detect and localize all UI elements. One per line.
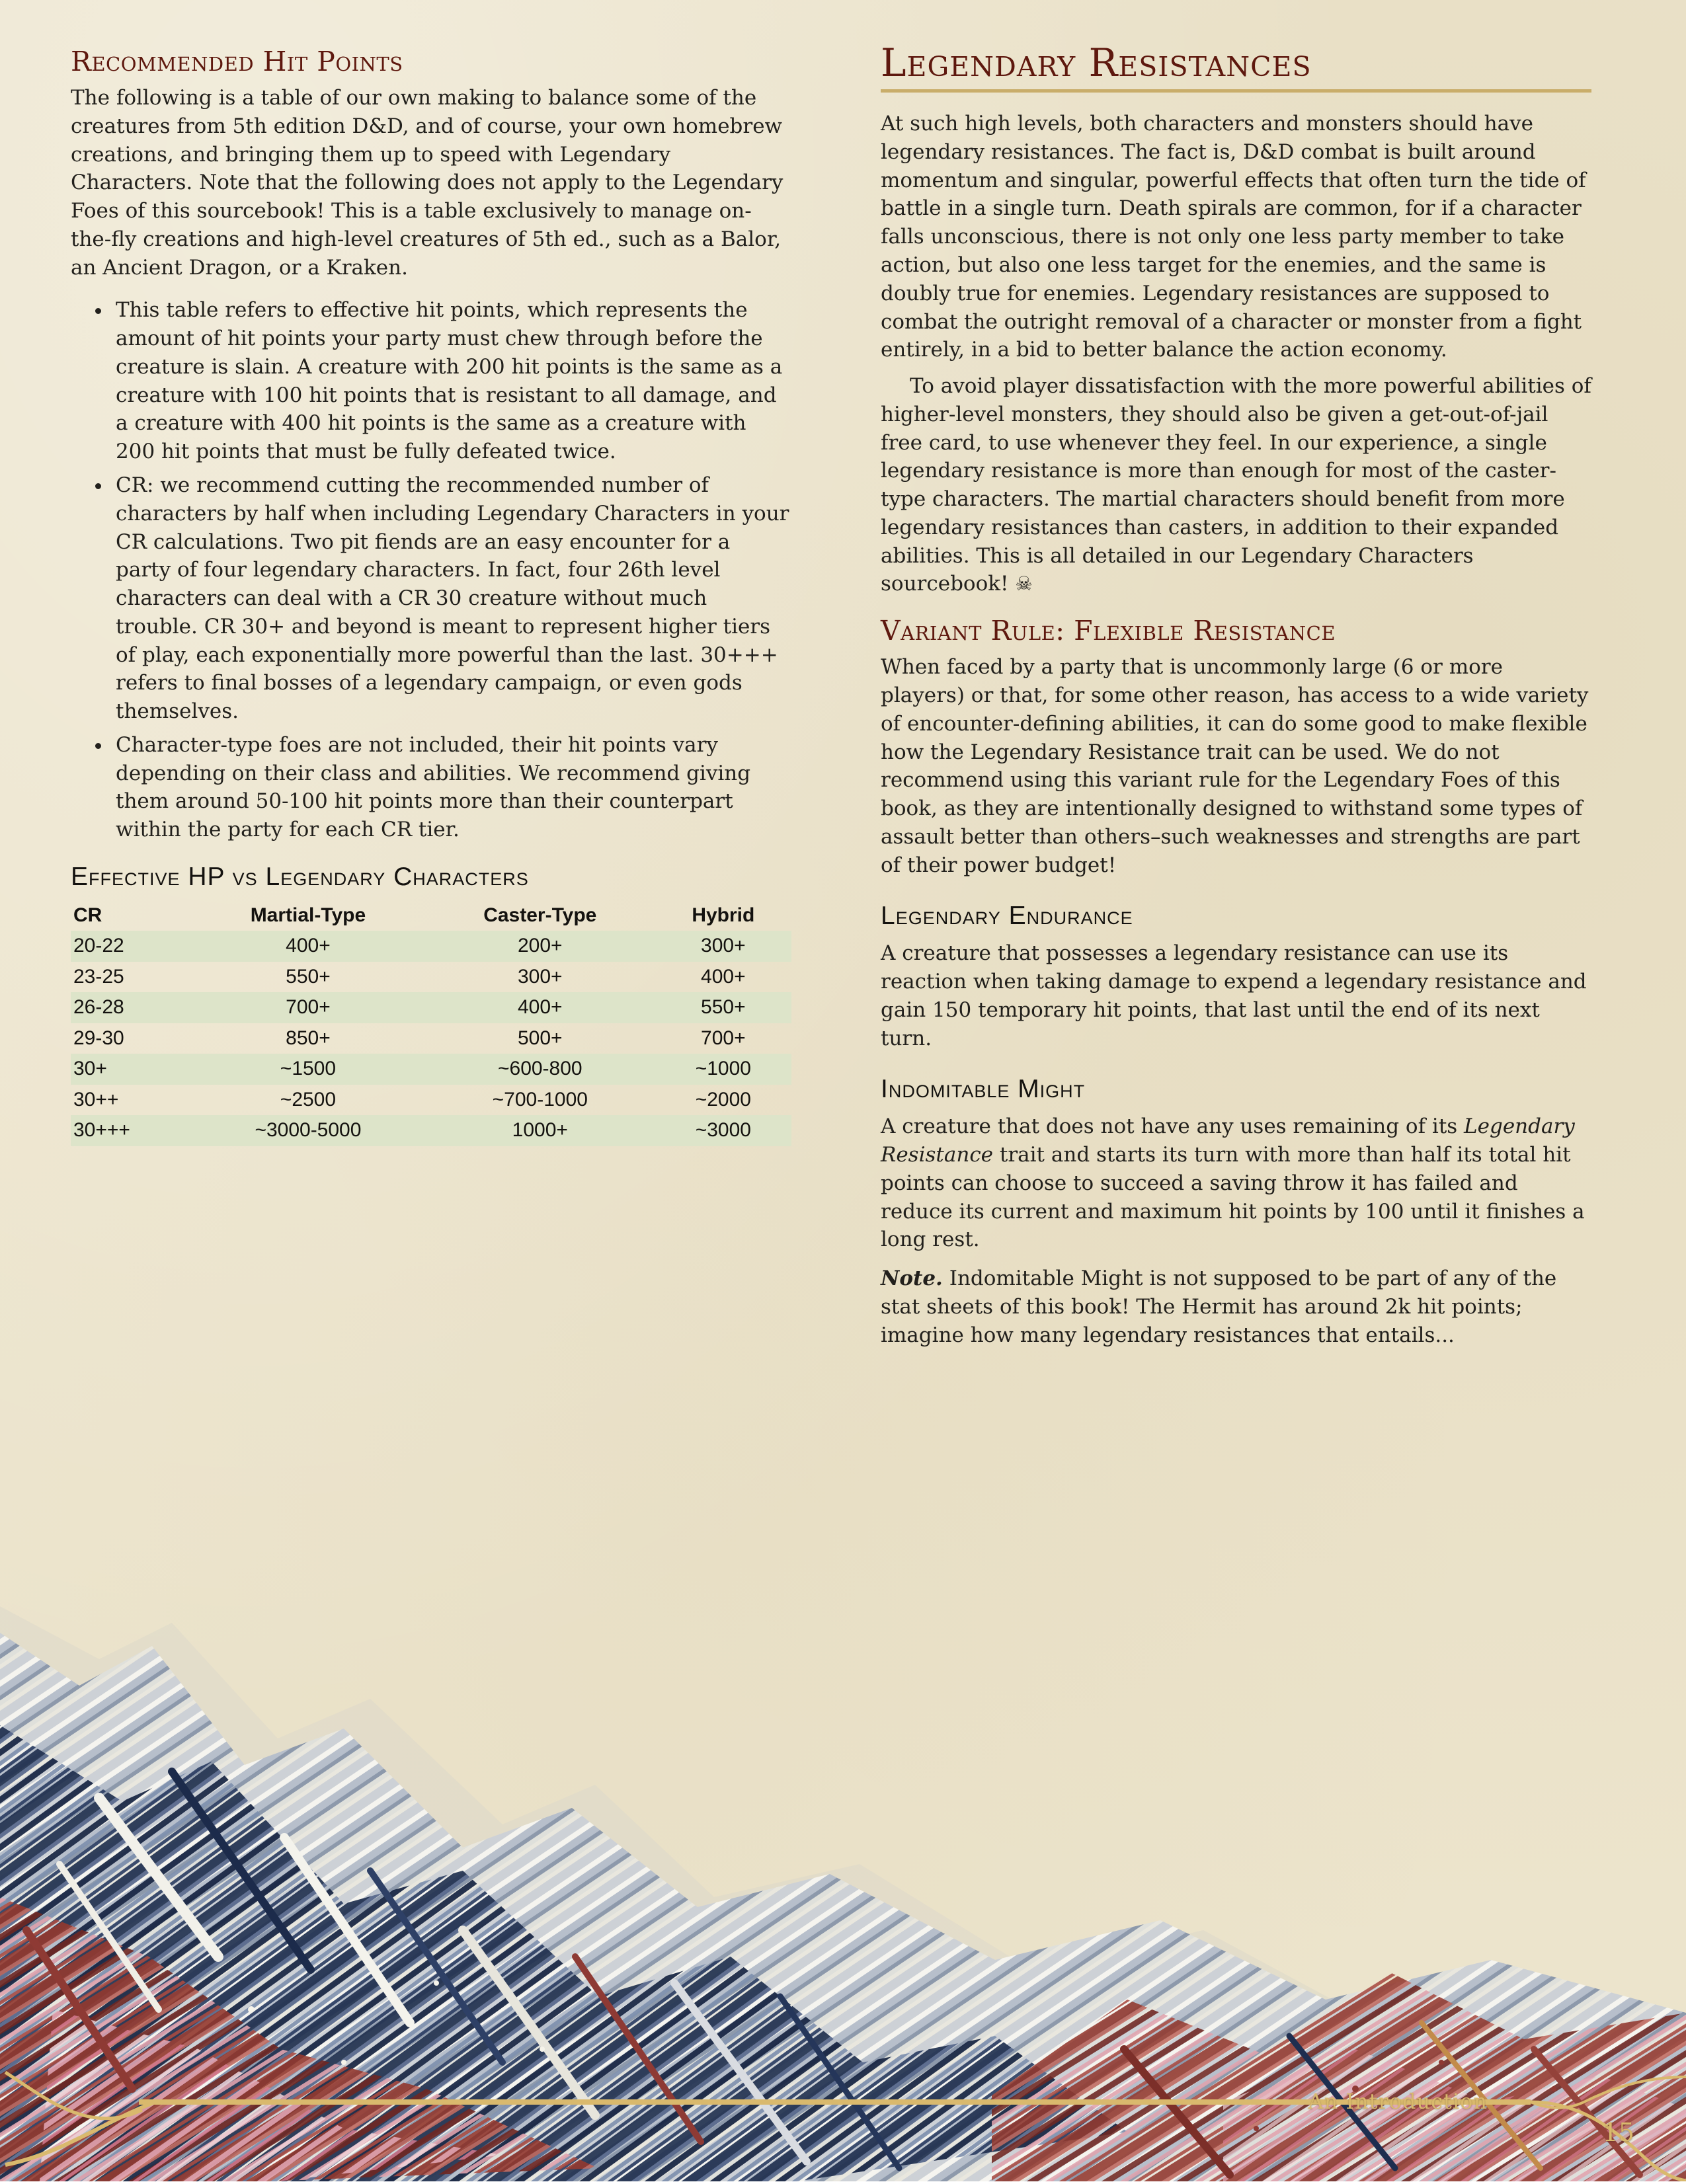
table-cell: 20-22 (73, 935, 124, 957)
table-row (71, 931, 791, 962)
table-row (71, 1054, 791, 1085)
table-cell: 550+ (701, 996, 746, 1019)
table-cell: 1000+ (512, 1119, 568, 1142)
table-cell: 400+ (518, 996, 563, 1019)
table-cell: ~3000 (695, 1119, 751, 1142)
table-cell: ~600-800 (497, 1058, 582, 1080)
section-title-legendary-resistances: Legendary Resistances (881, 40, 1312, 85)
section-title-variant-rule: Variant Rule: Flexible Resistance (881, 615, 1336, 647)
bullet-item: • CR: we recommend cutting the recommended number of characters by half when including Legendary Characters in your CR calculations. Two pit fiends are an easy encounter for a party of four legendary characters. In fact, four 26th level characters can deal with a CR 30 creature without much trouble. CR 30+ and beyond is meant to represent higher tiers of play, each exponentially more powerful than the last. 30+++ refers to final bosses of a legendary campaign, or even gods themselves. (112, 471, 791, 726)
section-title-indomitable-might: Indomitable Might (881, 1075, 1086, 1104)
text-columns (71, 40, 1591, 1360)
recommended-hp-bullet-list (71, 296, 791, 844)
legendary-resistances-paragraph-2: To avoid player dissatisfaction with the more powerful abilities of higher-level monsters, they should also be given a get-out-of-jail free card, to use whenever they feel. In our experience, a single legendary resistance is more than enough for most of the caster-type characters. The martial characters should benefit from more legendary resistances than casters, in addition to their expanded abilities. This is all detailed in our Legendary Characters sourcebook! ☠ (881, 374, 1591, 596)
recommended-hp-paragraph: The following is a table of our own making to balance some of the creatures from 5th edition D&D, and of course, your own homebrew creations, and bringing them up to speed with Legendary Characters. Note that the following does not apply to the Legendary Foes of this sourcebook! This is a table exclusively to manage on-the-fly creations and high-level creatures of 5th ed., such as a Balor, an Ancient Dragon, or a Kraken. (71, 86, 783, 280)
table-cell: 26-28 (73, 996, 124, 1019)
table-header-cell: Hybrid (692, 904, 755, 926)
table-cell: 30+++ (73, 1119, 130, 1142)
legendary-resistance-italic: Legendary Resistance (881, 1114, 1575, 1167)
note-label: Note. (881, 1267, 943, 1291)
section-title-recommended-hit-points: Recommended Hit Points (71, 46, 403, 77)
table-title: Effective HP vs Legendary Characters (71, 862, 529, 891)
variant-rule-paragraph: When faced by a party that is uncommonly large (6 or more players) or that, for some other reason, has access to a wide variety of encounter-defining abilities, it can do some good to make flexible how the Legendary Resistance trait can be used. We do not recommend using this variant rule for the Legendary Foes of this book, as they are intentionally designed to withstand some types of assault better than others–such weaknesses and strengths are part of their power budget! (881, 655, 1589, 877)
table-row (71, 992, 791, 1023)
legendary-endurance-paragraph: A creature that possesses a legendary resistance can use its reaction when taking damage to expend a legendary resistance and gain 150 temporary hit points, that last until the end of its next turn. (881, 941, 1587, 1050)
effective-hp-table (71, 900, 791, 1146)
table-cell: 200+ (518, 935, 563, 957)
table-cell: ~1500 (280, 1058, 337, 1080)
table-cell: ~2500 (280, 1088, 337, 1111)
table-header-cell: Martial-Type (250, 904, 366, 926)
section-end-skull-icon: ☠ (1015, 572, 1033, 596)
table-header-cell: Caster-Type (483, 904, 597, 926)
hp-table-body (71, 931, 791, 1146)
page-footer (0, 2036, 1686, 2181)
table-cell: 550+ (286, 965, 331, 988)
footer-section-label: An Introduction (1308, 2089, 1488, 2114)
bullet-item: • This table refers to effective hit points, which represents the amount of hit points your party must chew through before the creature is slain. A creature with 200 hit points is the same as a creature with 100 hit points that is resistant to all damage, and a creature with 400 hit points is the same as a creature with 200 hit points that must be fully defeated twice. (112, 296, 791, 466)
table-cell: ~700-1000 (492, 1088, 588, 1111)
legendary-resistances-paragraph-1: At such high levels, both characters and monsters should have legendary resistances. The fact is, D&D combat is built around momentum and singular, powerful effects that often turn the tide of battle in a single turn. Death spirals are common, for if a character falls unconscious, there is not only one less party member to take action, but also one less target for the enemies, and the same is doubly true for enemies. Legendary resistances are supposed to combat the outright removal of a character or monster from a fight entirely, in a bid to better balance the action economy. (881, 112, 1586, 362)
footer-page-number: 15 (1602, 2118, 1634, 2147)
table-row (71, 1023, 791, 1054)
table-cell: 400+ (286, 935, 331, 957)
table-cell: 300+ (518, 965, 563, 988)
gold-divider-rule (881, 89, 1591, 93)
table-cell: 29-30 (73, 1027, 124, 1049)
table-header-cell: CR (73, 904, 102, 926)
table-cell: ~3000-5000 (255, 1119, 362, 1142)
table-cell: 300+ (701, 935, 746, 957)
table-row (71, 1085, 791, 1116)
table-row (71, 962, 791, 993)
right-column (881, 40, 1591, 1360)
table-cell: 700+ (286, 996, 331, 1019)
left-column (71, 44, 791, 1360)
indomitable-might-paragraph: A creature that does not have any uses remaining of its Legendary Resistance trait and starts its turn with more than half its total hit points can choose to succeed a saving throw it has failed and reduce its current and maximum hit points by 100 until it finishes a long rest. (881, 1114, 1585, 1252)
table-cell: 23-25 (73, 965, 124, 988)
table-cell: 700+ (701, 1027, 746, 1049)
table-cell: 850+ (286, 1027, 331, 1049)
bullet-item: • Character-type foes are not included, their hit points vary depending on their class and abilities. We recommend giving them around 50-100 hit points more than their counterpart within the party for each CR tier. (112, 731, 791, 844)
section-title-legendary-endurance: Legendary Endurance (881, 902, 1133, 931)
table-cell: ~2000 (695, 1088, 751, 1111)
table-cell: ~1000 (695, 1058, 751, 1080)
hp-table-head (71, 900, 791, 931)
note-paragraph: Note. Indomitable Might is not supposed to be part of any of the stat sheets of this book! The Hermit has around 2k hit points; imagine how many legendary resistances that entails... (881, 1267, 1557, 1347)
table-cell: 500+ (518, 1027, 563, 1049)
table-cell: 400+ (701, 965, 746, 988)
table-cell: 30++ (73, 1088, 119, 1111)
table-cell: 30+ (73, 1058, 107, 1080)
table-row (71, 1115, 791, 1146)
table-header-row (71, 900, 791, 931)
